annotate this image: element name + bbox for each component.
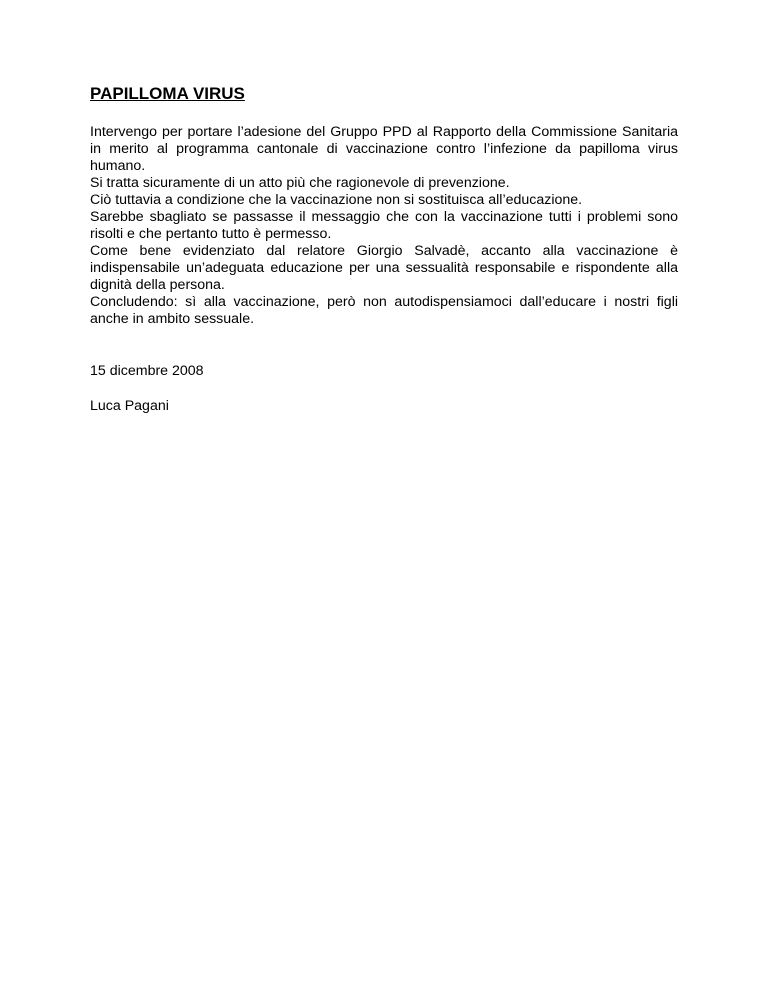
paragraph: Ciò tuttavia a condizione che la vaccinazione non si sostituisca all’educazione. [90,192,583,208]
paragraph: Si tratta sicuramente di un atto più che ragionevole di prevenzione. [90,175,510,191]
document-title: PAPILLOMA VIRUS [90,84,245,103]
document-page [90,84,678,415]
paragraph: Come bene evidenziato dal relatore Giorgio Salvadè, accanto alla vaccinazione è indispensabile un’adeguata educazione per una sessualità responsabile e rispondente alla dignità della persona. [90,243,678,293]
author-signature: Luca Pagani [90,398,169,414]
document-body [90,124,678,328]
paragraph: Sarebbe sbagliato se passasse il messaggio che con la vaccinazione tutti i problemi sono risolti e che pertanto tutto è permesso. [90,209,678,242]
paragraph: Concludendo: sì alla vaccinazione, però non autodispensiamoci dall’educare i nostri figli anche in ambito sessuale. [90,294,678,327]
paragraph: Intervengo per portare l’adesione del Gruppo PPD al Rapporto della Commissione Sanitaria in merito al programma cantonale di vaccinazione contro l’infezione da papilloma virus humano. [90,124,678,174]
document-date: 15 dicembre 2008 [90,363,204,379]
